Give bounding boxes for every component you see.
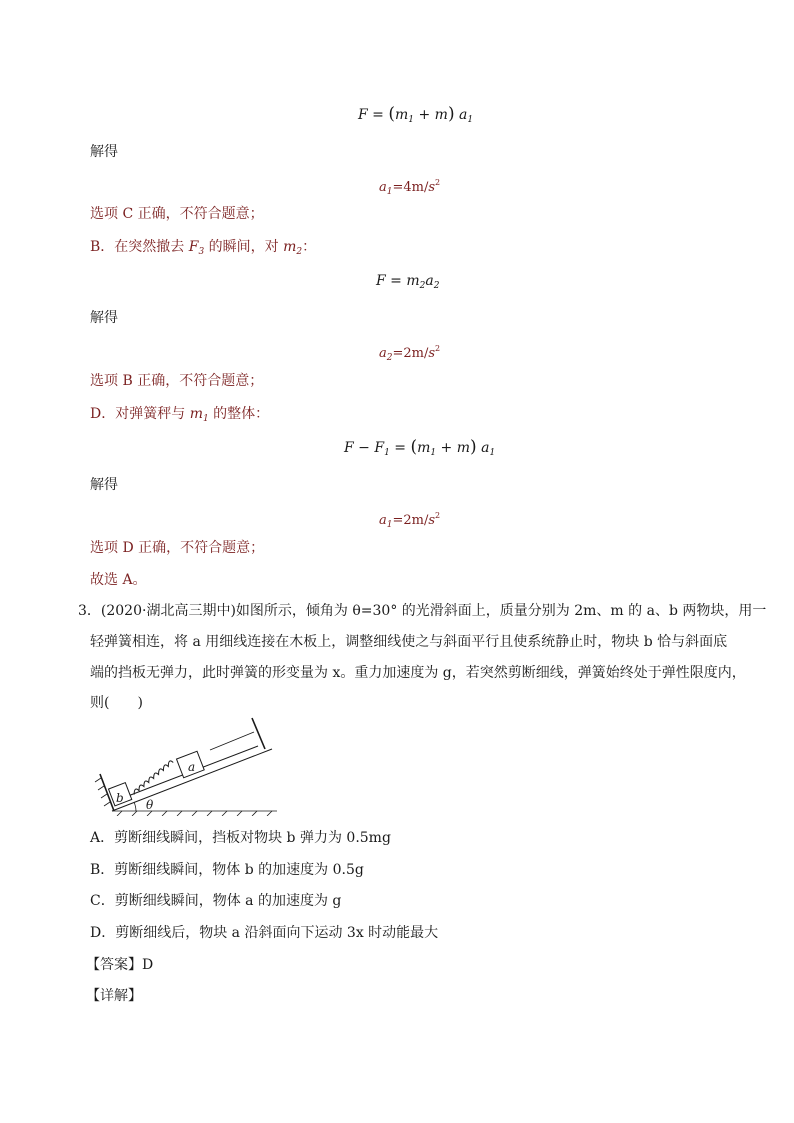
detail-label: 【详解】 [86, 988, 142, 1004]
final-answer: 故选 A。 [90, 572, 147, 588]
label-a: a [188, 760, 196, 774]
label-theta: θ [146, 798, 154, 812]
question-line-2: 轻弹簧相连，将 a 用细线连接在木板上，调整细线使之与斜面平行且使系统静止时，物块 b 恰与斜面底 [90, 634, 728, 650]
ground-hatch [112, 811, 277, 816]
jiede-3: 解得 [90, 477, 118, 493]
equation-2: $F = m_2a_2$ [376, 273, 440, 291]
question-line-3: 端的挡板无弹力，此时弹簧的形变量为 x。重力加速度为 g，若突然剪断细线，弹簧始终处于弹性限度内， [90, 665, 746, 681]
question-line-4: 则( ) [90, 695, 143, 711]
conclusion-b: 选项 B 正确，不符合题意； [90, 373, 264, 389]
result-1: $a_1=4m/s^2$ [379, 178, 441, 197]
label-b: b [116, 791, 124, 805]
board-end [252, 718, 265, 749]
incline-figure [92, 716, 282, 816]
jiede-1: 解得 [90, 144, 118, 160]
string [210, 732, 254, 750]
conclusion-d: 选项 D 正确，不符合题意； [90, 540, 265, 556]
option-b: B．剪断细线瞬间，物体 b 的加速度为 0.5g [90, 862, 364, 878]
option-d: D．剪断细线后，物块 a 沿斜面向下运动 3x 时动能最大 [90, 925, 439, 941]
spring [127, 760, 178, 795]
equation-3: $F - F_1 = (m_1 + m)$ $a_1$ [344, 437, 496, 458]
conclusion-c: 选项 C 正确，不符合题意； [90, 206, 264, 222]
result-3: $a_1=2m/s^2$ [379, 511, 441, 530]
jiede-2: 解得 [90, 310, 118, 326]
option-a: A．剪断细线瞬间，挡板对物块 b 弹力为 0.5mg [90, 830, 391, 846]
item-b-heading: B．在突然撤去 $F_3$ 的瞬间，对 $m_2$： [90, 239, 317, 257]
answer-label: 【答案】D [86, 957, 154, 973]
result-2: $a_2=2m/s^2$ [379, 344, 441, 363]
option-c: C．剪断细线瞬间，物体 a 的加速度为 g [90, 893, 342, 909]
item-d-heading: D．对弹簧秤与 $m_1$ 的整体： [90, 406, 270, 424]
equation-1: $F = (m_1 + m)$ $a_1$ [358, 104, 474, 125]
question-line-1: 3．(2020·湖北高三期中)如图所示，倾角为 θ=30° 的光滑斜面上，质量分别为 2m、m 的 a、b 两物块，用一 [78, 603, 767, 619]
theta-arc [134, 802, 136, 811]
